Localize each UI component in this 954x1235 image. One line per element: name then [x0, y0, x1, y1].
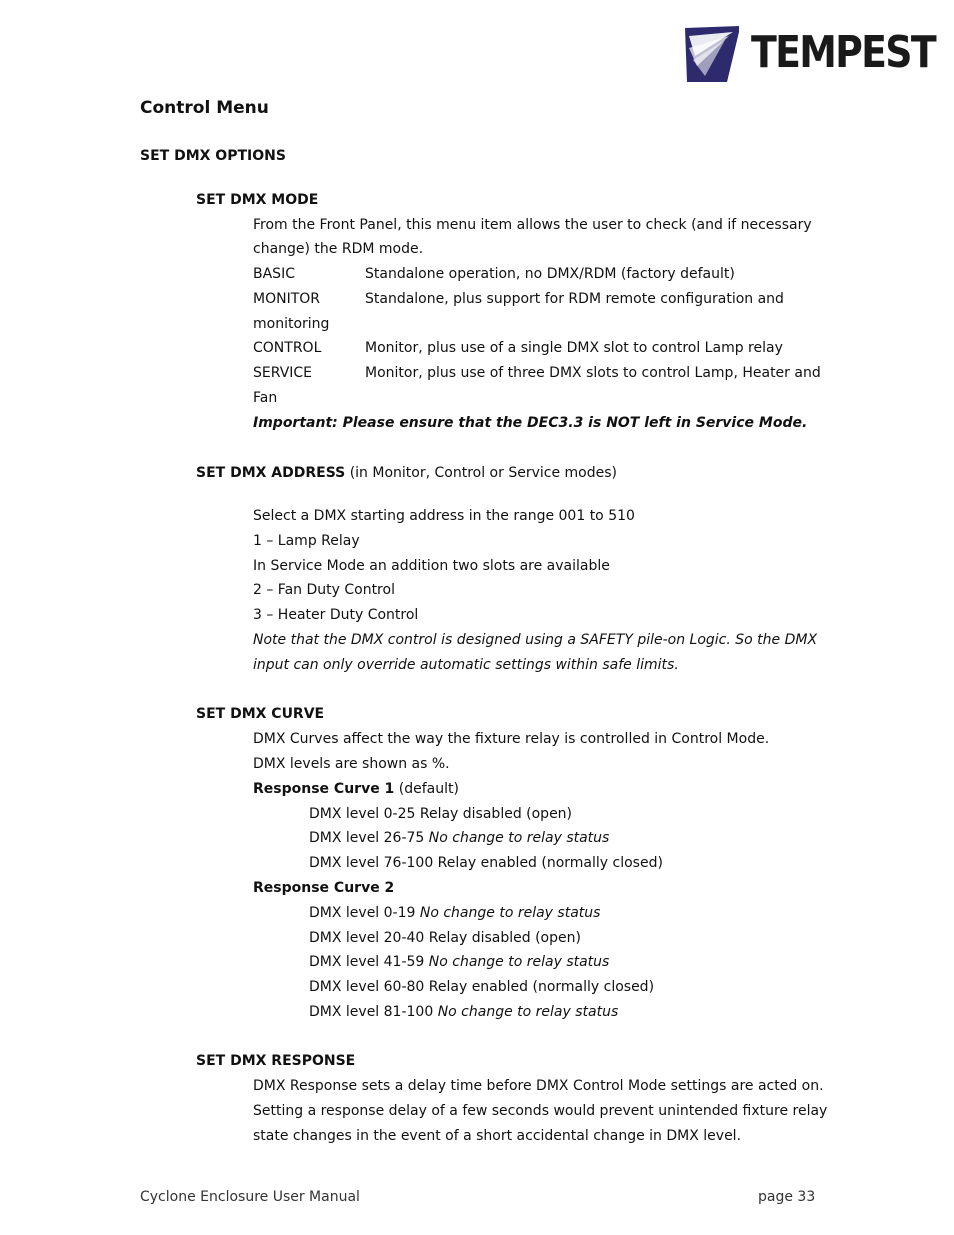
response-curve-2-label: Response Curve 2 [253, 880, 395, 896]
address-heading-suffix: (in Monitor, Control or Service modes) [345, 465, 617, 481]
response-curve-1-heading [253, 779, 459, 799]
mode-important-note: Important: Please ensure that the DEC3.3 is NOT left in Service Mode. [253, 415, 808, 431]
address-heading-line [196, 463, 617, 483]
response-heading: SET DMX RESPONSE [196, 1053, 356, 1069]
rc1-level-b-status: No change to relay status [428, 830, 610, 846]
curve-heading: SET DMX CURVE [196, 706, 325, 722]
page-title: Control Menu [140, 98, 269, 118]
rc1-level-a: DMX level 0-25 Relay disabled (open) [309, 806, 573, 822]
address-line-5: 3 – Heater Duty Control [253, 607, 419, 623]
mode-control-desc: Monitor, plus use of a single DMX slot to control Lamp relay [365, 340, 783, 356]
mode-service-label: SERVICE [253, 365, 313, 381]
footer-manual-title: Cyclone Enclosure User Manual [140, 1189, 360, 1205]
rc1-level-c: DMX level 76-100 Relay enabled (normally closed) [309, 855, 663, 871]
address-line-3: In Service Mode an addition two slots are available [253, 558, 610, 574]
response-curve-1-label: Response Curve 1 [253, 781, 395, 797]
rc2-level-e-text: DMX level 81-100 [309, 1004, 438, 1020]
mode-intro-line-1: From the Front Panel, this menu item allows the user to check (and if necessary [253, 217, 812, 233]
mode-intro-line-2: change) the RDM mode. [253, 241, 424, 257]
rc1-level-b [309, 828, 609, 848]
response-line-2: Setting a response delay of a few seconds would prevent unintended fixture relay [253, 1103, 828, 1119]
curve-line-2: DMX levels are shown as %. [253, 756, 450, 772]
rc2-level-e [309, 1002, 618, 1022]
rc2-level-d: DMX level 60-80 Relay enabled (normally closed) [309, 979, 655, 995]
mode-service-wrap: Fan [253, 390, 278, 406]
mode-basic-desc: Standalone operation, no DMX/RDM (factory default) [365, 266, 735, 282]
rc2-level-a-status: No change to relay status [419, 905, 601, 921]
mode-monitor-desc: Standalone, plus support for RDM remote configuration and [365, 291, 784, 307]
tempest-logo [683, 26, 935, 84]
address-line-1: Select a DMX starting address in the range 001 to 510 [253, 508, 635, 524]
response-line-1: DMX Response sets a delay time before DMX Control Mode settings are acted on. [253, 1078, 824, 1094]
mode-heading: SET DMX MODE [196, 192, 319, 208]
address-heading: SET DMX ADDRESS [196, 465, 346, 481]
footer-page-number: page 33 [758, 1189, 816, 1205]
rc1-level-b-text: DMX level 26-75 [309, 830, 429, 846]
section-heading: SET DMX OPTIONS [140, 148, 286, 164]
mode-basic-label: BASIC [253, 266, 295, 282]
rc2-level-e-status: No change to relay status [437, 1004, 619, 1020]
mode-monitor-wrap: monitoring [253, 316, 330, 332]
rc2-level-c [309, 952, 609, 972]
address-note-1: Note that the DMX control is designed using a SAFETY pile-on Logic. So the DMX [253, 632, 818, 648]
rc2-level-a [309, 903, 600, 923]
logo-wordmark: TEMPEST [751, 27, 935, 78]
address-line-4: 2 – Fan Duty Control [253, 582, 395, 598]
rc2-level-c-status: No change to relay status [428, 954, 610, 970]
rc2-level-b: DMX level 20-40 Relay disabled (open) [309, 930, 581, 946]
response-curve-1-suffix: (default) [394, 781, 459, 797]
tempest-logo-icon [683, 26, 743, 84]
address-note-2: input can only override automatic settings within safe limits. [253, 657, 679, 673]
curve-line-1: DMX Curves affect the way the fixture relay is controlled in Control Mode. [253, 731, 770, 747]
mode-monitor-label: MONITOR [253, 291, 320, 307]
response-line-3: state changes in the event of a short accidental change in DMX level. [253, 1128, 742, 1144]
mode-control-label: CONTROL [253, 340, 322, 356]
address-line-2: 1 – Lamp Relay [253, 533, 360, 549]
mode-service-desc: Monitor, plus use of three DMX slots to control Lamp, Heater and [365, 365, 821, 381]
rc2-level-a-text: DMX level 0-19 [309, 905, 420, 921]
rc2-level-c-text: DMX level 41-59 [309, 954, 429, 970]
